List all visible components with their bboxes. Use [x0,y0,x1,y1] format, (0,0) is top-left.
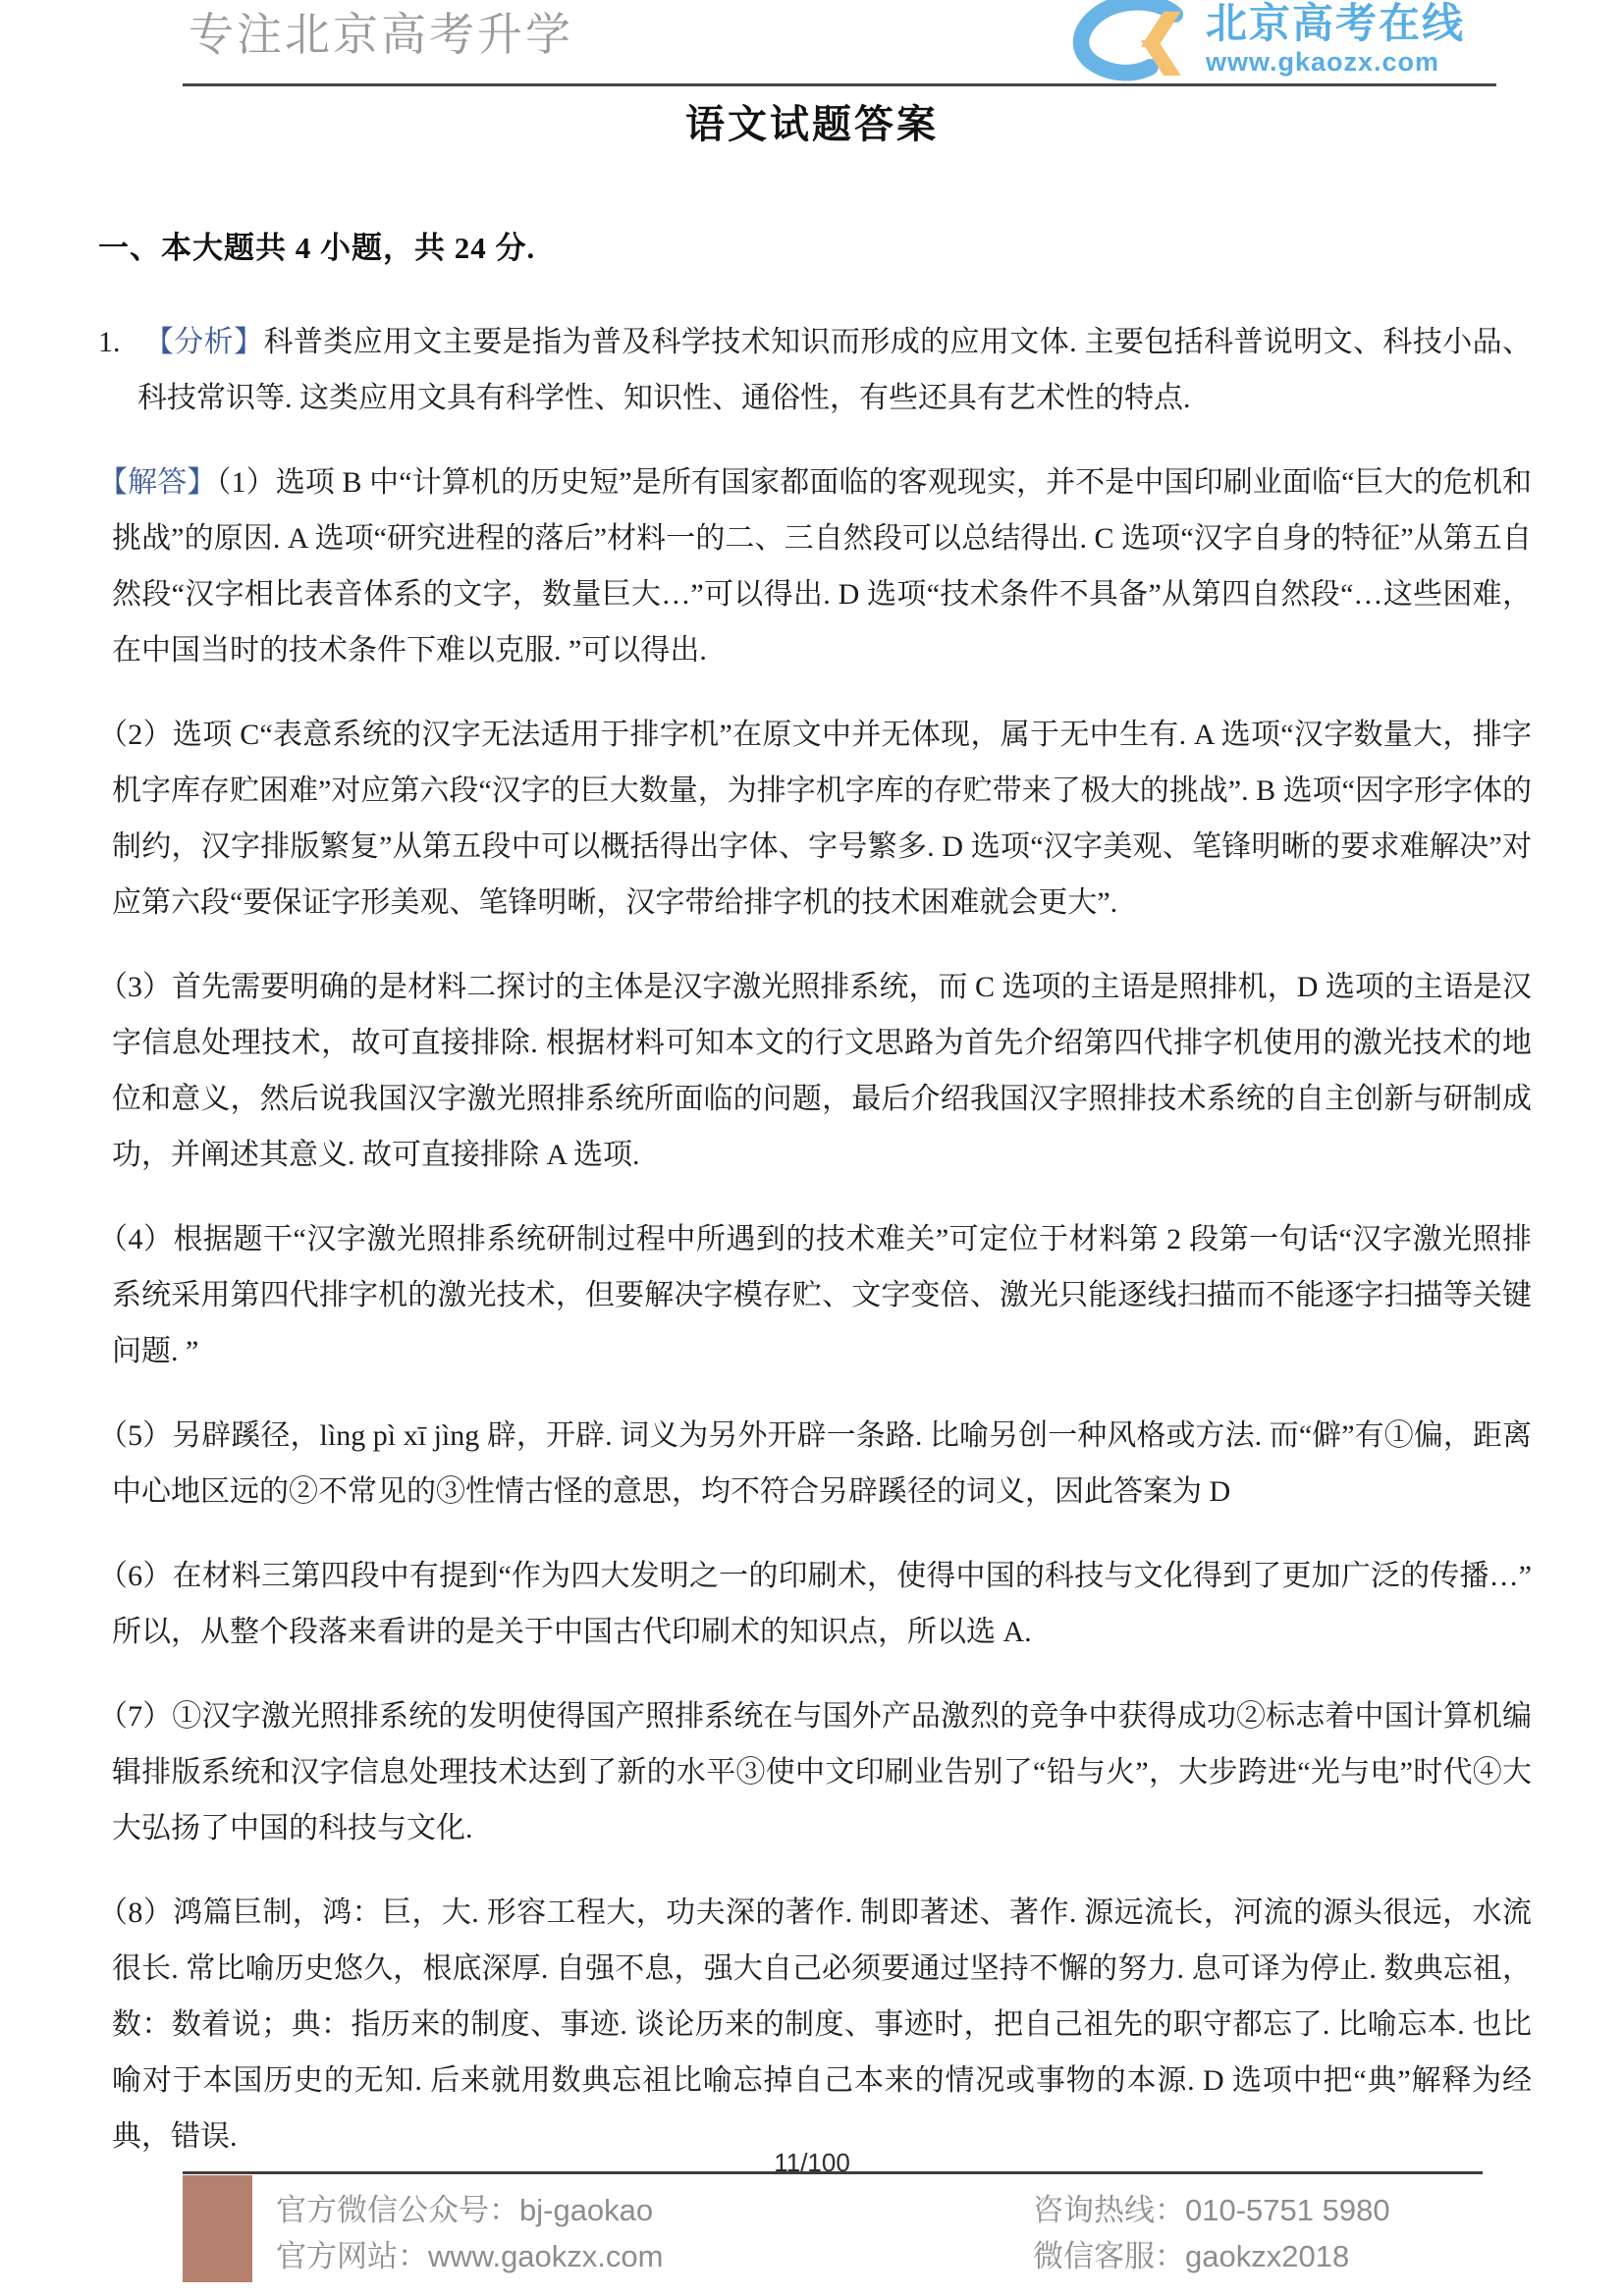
answer-text: （2）选项 C“表意系统的汉字无法适用于排字机”在原文中并无体现，属于无中生有. A 选项“汉字数量大，排字机字库存贮困难”对应第六段“汉字的巨大数量，为排字机字库的存贮带来了极大的挑战”. B 选项“因字形字体的制约，汉字排版繁复”从第五段中可以概括得出字体、字号繁多. D 选项“汉字美观、笔锋明晰的要求难解决”对应第六段“要保证字形美观、笔锋明晰，汉字带给排字机的技术困难就会更大”. [98,719,1532,919]
footer-right-column [1033,2187,1390,2279]
answer-text: （6）在材料三第四段中有提到“作为四大发明之一的印刷术，使得中国的科技与文化得到了更加广泛的传播…”所以，从整个段落来看讲的是关于中国古代印刷术的知识点，所以选 A. [98,1560,1532,1648]
answer-number: 1. [98,326,121,358]
gk-logo-icon [1072,2,1194,77]
header-divider [183,83,1496,86]
answer-content [98,228,1532,2193]
logo-name: 北京高考在线 [1206,0,1466,46]
footer-website: 官方网站：www.gaokzx.com [276,2239,664,2273]
answer-text: （3）首先需要明确的是材料二探讨的主体是汉字激光照排系统，而 C 选项的主语是照排机，D 选项的主语是汉字信息处理技术，故可直接排除. 根据材料可知本文的行文思路为首先介绍第四代排字机使用的激光技术的地位和意义，然后说我国汉字激光照排系统所面临的问题，最后介绍我国汉字照排技术系统的自主创新与研制成功，并阐述其意义. 故可直接排除 A 选项. [98,971,1532,1171]
footer-left-column [276,2187,663,2279]
header-tagline: 专注北京高考升学 [189,9,573,60]
answer-paragraph-7 [98,1548,1532,1660]
answer-paragraph-1 [98,314,1532,426]
answer-text: （5）另辟蹊径，lìng pì xī jìng 辟，开辟. 词义为另外开辟一条路. 比喻另创一种风格或方法. 而“僻”有①偏，距离中心地区远的②不常见的③性情古怪的意思，均不符合另辟蹊径的词义，因此答案为 D [98,1419,1532,1508]
answer-text: 科普类应用文主要是指为普及科学技术知识而形成的应用文体. 主要包括科普说明文、科技小品、科技常识等. 这类应用文具有科学性、知识性、通俗性，有些还具有艺术性的特点. [137,326,1532,414]
page-number: 11/100 [774,2148,850,2177]
logo-text-block [1206,2,1465,76]
footer-hotline: 咨询热线：010-5751 5980 [1033,2193,1390,2227]
answer-paragraph-4 [98,959,1532,1183]
logo-url: www.gkaozx.com [1206,47,1440,78]
footer-wechat-service: 微信客服：gaokzx2018 [1033,2239,1350,2273]
page-title: 语文试题答案 [685,102,939,146]
section-heading: 一、本大题共 4 小题，共 24 分. [98,231,536,265]
footer-divider [183,2171,1483,2174]
answer-text: （4）根据题干“汉字激光照排系统研制过程中所遇到的技术难关”可定位于材料第 2 段第一句话“汉字激光照排系统采用第四代排字机的激光技术，但要解决字模存贮、文字变倍、激光只能逐线扫描而不能逐字扫描等关键问题. ” [98,1223,1532,1367]
answer-paragraph-8 [98,1688,1532,1856]
answer-paragraph-5 [98,1211,1532,1379]
answer-text: （1）选项 B 中“计算机的历史短”是所有国家都面临的客观现实，并不是中国印刷业面临“巨大的危机和挑战”的原因. A 选项“研究进程的落后”材料一的二、三自然段可以总结得出. C 选项“汉字自身的特征”从第五自然段“汉字相比表音体系的文字，数量巨大…”可以得出. D 选项“技术条件不具备”从第四自然段“…这些困难，在中国当时的技术条件下难以克服. ”可以得出. [112,466,1532,667]
footer-accent-block [183,2175,252,2282]
answer-paragraph-2 [98,454,1532,678]
analysis-tag: 【分析】 [143,326,264,358]
answer-paragraph-3 [98,707,1532,931]
answer-text: （8）鸿篇巨制，鸿：巨，大. 形容工程大，功夫深的著作. 制即著述、著作. 源远流长，河流的源头很远，水流很长. 常比喻历史悠久，根底深厚. 自强不息，强大自己必须要通过坚持不懈的努力. 息可译为停止. 数典忘祖，数：数着说；典：指历来的制度、事迹. 谈论历来的制度、事迹时，把自己祖先的职守都忘了. 比喻忘本. 也比喻对于本国历史的无知. 后来就用数典忘祖比喻忘掉自己本来的情况或事物的本源. D 选项中把“典”解释为经典，错误. [98,1896,1532,2153]
footer-wechat-official: 官方微信公众号：bj-gaokao [276,2193,654,2227]
page-footer [0,2171,1624,2296]
answer-paragraph-9 [98,1885,1532,2164]
answer-paragraph-6 [98,1408,1532,1520]
answer-text: （7）①汉字激光照排系统的发明使得国产照排系统在与国外产品激烈的竞争中获得成功②标志着中国计算机编辑排版系统和汉字信息处理技术达到了新的水平③使中文印刷业告别了“铅与火”，大步跨进“光与电”时代④大大弘扬了中国的科技与文化. [98,1700,1532,1844]
solution-tag: 【解答】 [98,466,217,499]
site-logo [1072,2,1465,77]
